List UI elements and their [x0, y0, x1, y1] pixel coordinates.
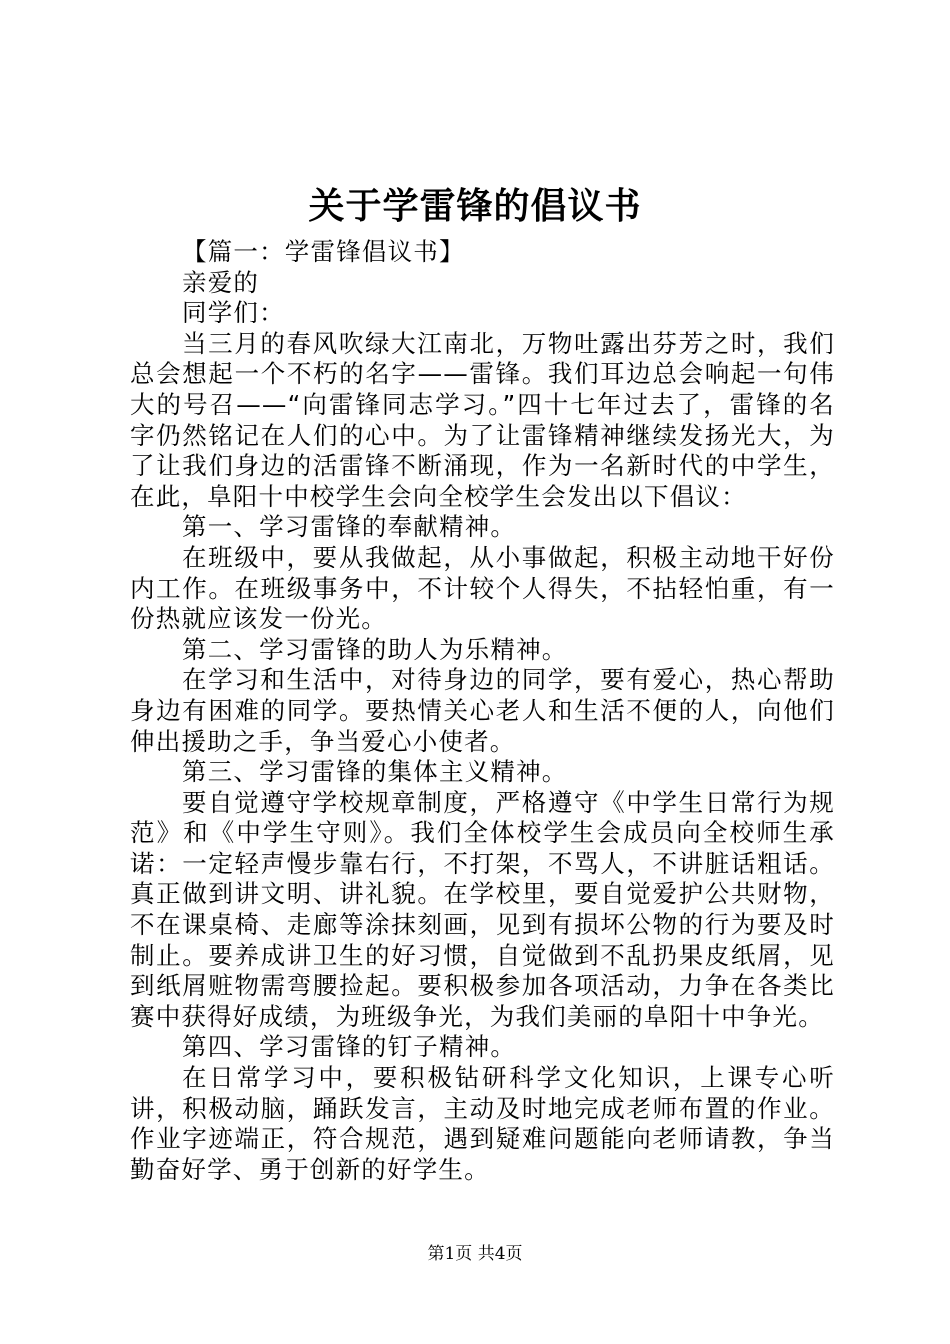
- body-paragraph: 在班级中，要从我做起，从小事做起，积极主动地干好份内工作。在班级事务中，不计较个人得失，不拈轻怕重，有一份热就应该发一份光。: [130, 542, 835, 634]
- body-paragraph: 在学习和生活中，对待身边的同学，要有爱心，热心帮助身边有困难的同学。要热情关心老人和生活不便的人，向他们伸出援助之手，争当爱心小使者。: [130, 665, 835, 756]
- body-paragraph: 当三月的春风吹绿大江南北，万物吐露出芬芳之时，我们总会想起一个不朽的名字——雷锋。我们耳边总会响起一句伟大的号召——“向雷锋同志学习。”四十七年过去了，雷锋的名字仍然铭记在人们的心中。为了让雷锋精神继续发扬光大，为了让我们身边的活雷锋不断涌现，作为一名新时代的中学生，在此，阜阳十中校学生会向全校学生会发出以下倡议：: [130, 328, 835, 511]
- body-paragraph: 在日常学习中，要积极钻研科学文化知识，上课专心听讲，积极动脑，踊跃发言，主动及时地完成老师布置的作业。作业字迹端正，符合规范，遇到疑难问题能向老师请教，争当勤奋好学、勇于创新的好学生。: [130, 1063, 835, 1184]
- document-body: [130, 237, 835, 1185]
- item-heading: 第四、学习雷锋的钉子精神。: [182, 1032, 517, 1062]
- body-paragraph: 要自觉遵守学校规章制度，严格遵守《中学生日常行为规范》和《中学生守则》。我们全体校学生会成员向全校师生承诺：一定轻声慢步靠右行，不打架，不骂人，不讲脏话粗话。真正做到讲文明、讲礼貌。在学校里，要自觉爱护公共财物，不在课桌椅、走廊等涂抹刻画，见到有损坏公物的行为要及时制止。要养成讲卫生的好习惯，自觉做到不乱扔果皮纸屑，见到纸屑赃物需弯腰捡起。要积极参加各项活动，力争在各类比赛中获得好成绩，为班级争光，为我们美丽的阜阳十中争光。: [130, 787, 835, 1031]
- salutation-line: 亲爱的: [182, 267, 260, 297]
- item-heading: 第一、学习雷锋的奉献精神。: [182, 512, 517, 542]
- item-heading: 第二、学习雷锋的助人为乐精神。: [182, 634, 568, 664]
- document-title: 关于学雷锋的倡议书: [308, 186, 642, 227]
- page-footer: 第1页 共4页: [427, 1244, 523, 1264]
- item-heading: 第三、学习雷锋的集体主义精神。: [182, 757, 568, 787]
- salutation-line: 同学们：: [182, 298, 285, 328]
- section-heading: 【篇一：学雷锋倡议书】: [182, 237, 465, 266]
